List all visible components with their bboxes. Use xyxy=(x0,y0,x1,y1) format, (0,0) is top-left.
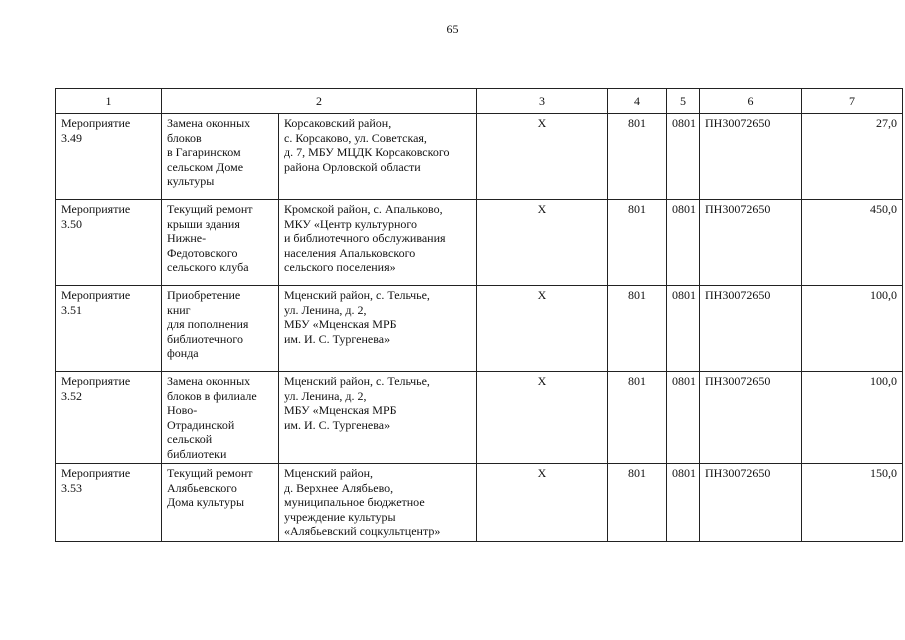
col4-cell: 801 xyxy=(608,114,667,200)
event-cell: Мероприятие 3.52 xyxy=(56,372,162,464)
header-row xyxy=(56,89,903,114)
table-row xyxy=(56,372,903,464)
location-cell: Мценский район, с. Тельчье, ул. Ленина, д. 2, МБУ «Мценская МРБ им. И. С. Тургенева» xyxy=(279,372,477,464)
col3-cell: X xyxy=(477,114,608,200)
table-row xyxy=(56,200,903,286)
col3-cell: X xyxy=(477,286,608,372)
col3-cell: X xyxy=(477,372,608,464)
amount-cell: 27,0 xyxy=(802,114,903,200)
header-col-2: 2 xyxy=(162,89,477,114)
event-cell: Мероприятие 3.50 xyxy=(56,200,162,286)
work-cell: Замена оконных блоков в Гагаринском сельском Доме культуры xyxy=(162,114,279,200)
work-cell: Приобретение книг для пополнения библиотечного фонда xyxy=(162,286,279,372)
header-col-5: 5 xyxy=(667,89,700,114)
location-cell: Мценский район, с. Тельчье, ул. Ленина, д. 2, МБУ «Мценская МРБ им. И. С. Тургенева» xyxy=(279,286,477,372)
col6-cell: ПН30072650 xyxy=(700,286,802,372)
col5-cell: 0801 xyxy=(667,372,700,464)
location-cell: Мценский район, д. Верхнее Алябьево, муниципальное бюджетное учреждение культуры «Алябьевский соцкультцентр» xyxy=(279,464,477,542)
col4-cell: 801 xyxy=(608,372,667,464)
budget-table xyxy=(55,88,903,542)
col5-cell: 0801 xyxy=(667,114,700,200)
col6-cell: ПН30072650 xyxy=(700,372,802,464)
col4-cell: 801 xyxy=(608,200,667,286)
col5-cell: 0801 xyxy=(667,464,700,542)
col4-cell: 801 xyxy=(608,464,667,542)
event-cell: Мероприятие 3.49 xyxy=(56,114,162,200)
amount-cell: 150,0 xyxy=(802,464,903,542)
table-row xyxy=(56,464,903,542)
col3-cell: X xyxy=(477,464,608,542)
col4-cell: 801 xyxy=(608,286,667,372)
amount-cell: 450,0 xyxy=(802,200,903,286)
work-cell: Текущий ремонт крыши здания Нижне- Федотовского сельского клуба xyxy=(162,200,279,286)
location-cell: Кромской район, с. Апальково, МКУ «Центр культурного и библиотечного обслуживания населения Апальковского сельского поселения» xyxy=(279,200,477,286)
table-row xyxy=(56,114,903,200)
event-cell: Мероприятие 3.51 xyxy=(56,286,162,372)
col6-cell: ПН30072650 xyxy=(700,200,802,286)
work-cell: Текущий ремонт Алябьевского Дома культуры xyxy=(162,464,279,542)
location-cell: Корсаковский район, с. Корсаково, ул. Советская, д. 7, МБУ МЦДК Корсаковского района Орловской области xyxy=(279,114,477,200)
header-col-6: 6 xyxy=(700,89,802,114)
header-col-3: 3 xyxy=(477,89,608,114)
header-col-4: 4 xyxy=(608,89,667,114)
header-col-1: 1 xyxy=(56,89,162,114)
work-cell: Замена оконных блоков в филиале Ново- Отрадинской сельской библиотеки xyxy=(162,372,279,464)
amount-cell: 100,0 xyxy=(802,286,903,372)
amount-cell: 100,0 xyxy=(802,372,903,464)
col5-cell: 0801 xyxy=(667,286,700,372)
event-cell: Мероприятие 3.53 xyxy=(56,464,162,542)
header-col-7: 7 xyxy=(802,89,903,114)
col6-cell: ПН30072650 xyxy=(700,114,802,200)
col5-cell: 0801 xyxy=(667,200,700,286)
col3-cell: X xyxy=(477,200,608,286)
page-number: 65 xyxy=(446,22,459,36)
table-row xyxy=(56,286,903,372)
col6-cell: ПН30072650 xyxy=(700,464,802,542)
